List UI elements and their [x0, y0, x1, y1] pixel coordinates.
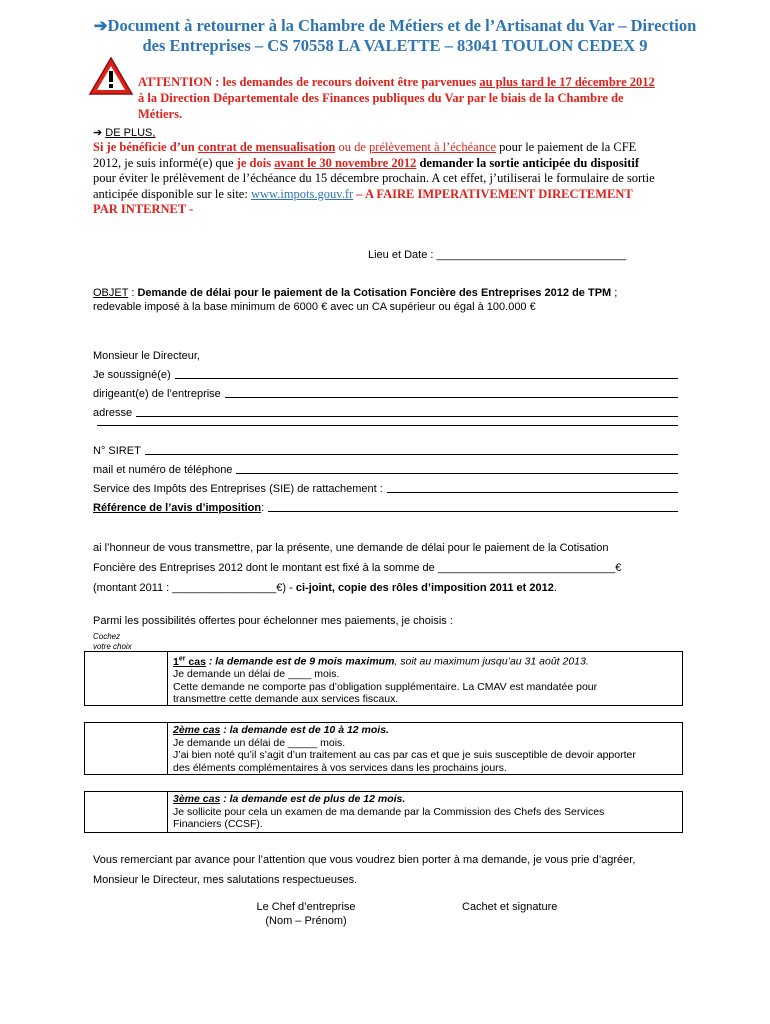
- case-3-checkbox[interactable]: [85, 792, 167, 832]
- de-plus-line-4: anticipée disponible sur le site: www.impots.gouv.fr – A FAIRE IMPERATIVEMENT DIRECTEMENT: [93, 186, 633, 201]
- body-line-1: ai l’honneur de vous transmettre, par la présente, une demande de délai pour le paiement de la Cotisation: [93, 542, 609, 554]
- case-1-title: 1er cas : la demande est de 9 mois maximum, soit au maximum jusqu’au 31 août 2013.: [173, 655, 589, 668]
- de-plus-line-1: Si je bénéficie d’un contrat de mensualisation ou de prélèvement à l’échéance pour le paiement de la CFE: [93, 140, 637, 154]
- warning-triangle-icon: [88, 56, 134, 96]
- case-3-box: [84, 791, 683, 833]
- case-2-title: 2ème cas : la demande est de 10 à 12 mois.: [173, 724, 389, 736]
- case-1-text: 1er cas : la demande est de 9 mois maximum, soit au maximum jusqu’au 31 août 2013. Je demande un délai de ____ mois. Cette demande ne comporte pas d’obligation supplémentaire. La CMAV est mandatée pour transmettre cette demande aux services fiscaux.: [173, 653, 678, 706]
- field-label: mail et numéro de téléphone: [93, 464, 233, 476]
- field-mail-telephone[interactable]: [93, 463, 678, 477]
- field-label: N° SIRET: [93, 445, 141, 457]
- field-label: Service des Impôts des Entreprises (SIE) de rattachement :: [93, 483, 383, 495]
- field-line[interactable]: [236, 473, 678, 474]
- body-line-3: (montant 2011 : _________________€) - ci-joint, copie des rôles d’imposition 2011 et 2012.: [93, 582, 557, 594]
- title-line-1: ➔Document à retourner à la Chambre de Métiers et de l’Artisanat du Var – Direction: [93, 16, 697, 35]
- field-sie[interactable]: [93, 482, 678, 496]
- field-label: Référence de l’avis d’imposition: [93, 502, 262, 514]
- field-line[interactable]: [136, 416, 678, 417]
- field-adresse-continued[interactable]: [97, 425, 678, 429]
- field-line[interactable]: [145, 454, 678, 455]
- de-plus-line-5: PAR INTERNET -: [93, 202, 194, 216]
- field-dirigeant[interactable]: [93, 387, 678, 401]
- warning-line-2: à la Direction Départementale des Finances publiques du Var par le biais de la Chambre de: [138, 91, 624, 105]
- field-siret[interactable]: [93, 444, 678, 458]
- de-plus-heading: ➔ DE PLUS,: [93, 127, 156, 139]
- signature-block-left: Le Chef d’entreprise (Nom – Prénom): [256, 901, 356, 927]
- warning-line-3: Métiers.: [138, 107, 183, 121]
- arrow-right-icon: ➔: [93, 127, 103, 139]
- field-label: Je soussigné(e): [93, 369, 171, 381]
- field-line[interactable]: [97, 425, 678, 426]
- closing-formula: Vous remerciant par avance pour l’attention que vous voudrez bien porter à ma demande, je vous prie d’agréer, Monsieur le Directeur, mes salutations respectueuses.: [93, 854, 636, 886]
- warning-notice: [138, 74, 682, 122]
- field-adresse[interactable]: [93, 406, 678, 420]
- choice-intro: Parmi les possibilités offertes pour échelonner mes paiements, je choisis :: [93, 615, 453, 627]
- signature-block-right[interactable]: Cachet et signature: [462, 901, 558, 913]
- title-line-2: des Entreprises – CS 70558 LA VALETTE – 83041 TOULON CEDEX 9: [142, 36, 648, 55]
- case-2-text: 2ème cas : la demande est de 10 à 12 mois. Je demande un délai de _____ mois. J’ai bien noté qu’il s’agit d’un traitement au cas par cas et que je suis susceptible de devoir apporter des éléments complémentaires à vos services dans les prochains jours.: [173, 724, 681, 774]
- body-line-2: Foncière des Entreprises 2012 dont le montant est fixé à la somme de _____________________________€: [93, 562, 622, 574]
- arrow-right-icon: ➔: [93, 16, 108, 35]
- subject-line-1: OBJET : Demande de délai pour le paiement de la Cotisation Foncière des Entreprises 2012 de TPM ;: [93, 287, 618, 299]
- deadline-date: au plus tard le 17 décembre 2012: [479, 75, 655, 89]
- case-1-checkbox[interactable]: [85, 652, 167, 705]
- case-3-title: 3ème cas : la demande est de plus de 12 mois.: [173, 793, 406, 805]
- de-plus-line-2: 2012, je suis informé(e) que je dois avant le 30 novembre 2012 demander la sortie anticipée du dispositif: [93, 155, 640, 170]
- request-body: [93, 538, 680, 598]
- subject: [93, 286, 693, 314]
- box-divider: [167, 792, 168, 832]
- place-date-field[interactable]: Lieu et Date : _______________________________: [368, 249, 627, 261]
- field-label: dirigeant(e) de l’entreprise: [93, 388, 221, 400]
- field-line[interactable]: [387, 492, 678, 493]
- field-line[interactable]: [268, 511, 678, 512]
- field-line[interactable]: [225, 397, 678, 398]
- box-divider: [167, 723, 168, 774]
- salutation: Monsieur le Directeur,: [93, 350, 200, 362]
- field-label: adresse: [93, 407, 133, 419]
- field-reference-avis[interactable]: Référence de l’avis d’imposition :: [93, 501, 678, 515]
- field-line[interactable]: [175, 378, 678, 379]
- amount-field[interactable]: _____________________________€: [437, 562, 622, 574]
- field-soussigne[interactable]: [93, 368, 678, 382]
- choice-hint: Cochez votre choix: [93, 632, 132, 651]
- case-2-box: [84, 722, 683, 775]
- de-plus-line-3: pour éviter le prélèvement de l’échéance du 15 décembre prochain. A cet effet, j’utiliserai le formulaire de sortie: [93, 171, 655, 185]
- de-plus-section: [93, 126, 681, 218]
- subject-line-2: redevable imposé à la base minimum de 6000 € avec un CA supérieur ou égal à 100.000 €: [93, 301, 536, 313]
- case-1-box: [84, 651, 683, 706]
- document-title: [60, 16, 730, 56]
- impots-website-link[interactable]: www.impots.gouv.fr: [250, 186, 354, 201]
- warning-line-1: ATTENTION : les demandes de recours doivent être parvenues au plus tard le 17 décembre 2012: [138, 75, 655, 89]
- case-2-checkbox[interactable]: [85, 723, 167, 774]
- box-divider: [167, 652, 168, 705]
- case-3-text: 3ème cas : la demande est de plus de 12 mois. Je sollicite pour cela un examen de ma demande par la Commission des Chefs des Services Financiers (CCSF).: [173, 793, 678, 831]
